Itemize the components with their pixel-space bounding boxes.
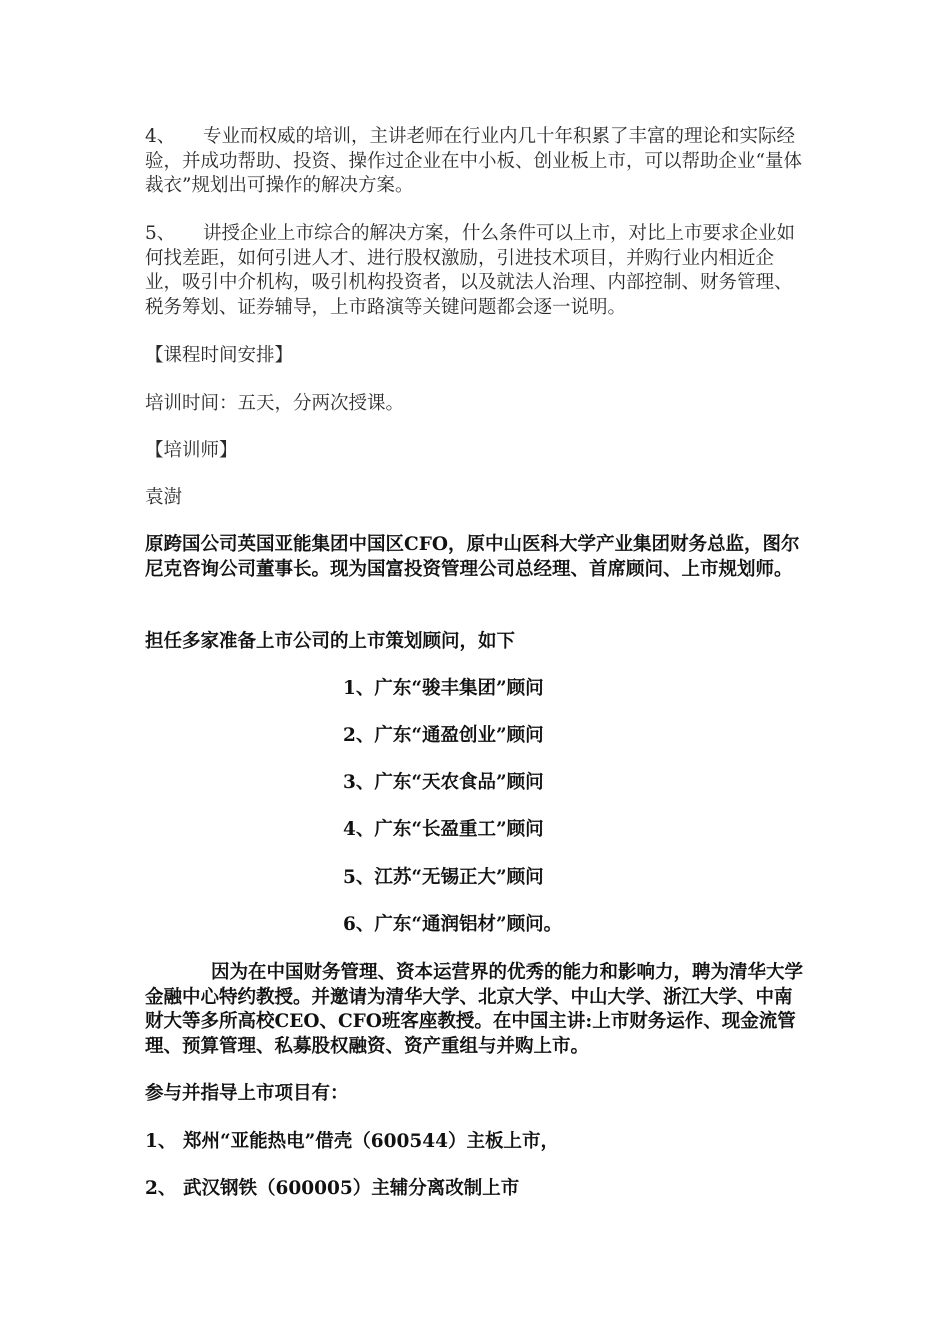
projects-intro: 参与并指导上市项目有： (145, 1083, 349, 1104)
professor-text: 因为在中国财务管理、资本运营界的优秀的能力和影响力，聘为清华大学金融中心特约教授。并邀请为清华大学、北京大学、中山大学、浙江大学、中南财大等多所高校CEO、CFO班客座教授。在中国主讲:上市财务运作、现金流管理、预算管理、私募股权融资、资产重组与并购上市。 (145, 962, 804, 1057)
intro-item-4 (145, 125, 805, 199)
consult-item: 3、广东“天农食品”顾问 (343, 772, 544, 793)
trainer-bio: 原跨国公司英国亚能集团中国区CFO，原中山医科大学产业集团财务总监，图尔尼克咨询公司董事长。现为国富投资管理公司总经理、首席顾问、上市规划师。 (145, 534, 800, 580)
consult-item: 2、广东“通盈创业”顾问 (343, 725, 544, 746)
project-item (145, 1177, 519, 1201)
item-text: 专业而权威的培训，主讲老师在行业内几十年积累了丰富的理论和实际经验，并成功帮助、投资、操作过企业在中小板、创业板上市，可以帮助企业“量体裁衣”规划出可操作的解决方案。 (145, 126, 802, 196)
consult-item: 6、广东“通润铝材”顾问。 (343, 914, 563, 935)
item-text: 讲授企业上市综合的解决方案，什么条件可以上市，对比上市要求企业如何找差距，如何引进人才、进行股权激励，引进技术项目，并购行业内相近企业，吸引中介机构，吸引机构投资者，以及就法人治理、内部控制、财务管理、税务筹划、证券辅导，上市路演等关键问题都会逐一说明。 (145, 223, 796, 318)
consult-intro: 担任多家准备上市公司的上市策划顾问，如下 (145, 631, 516, 652)
schedule-heading: 【课程时间安排】 (145, 345, 294, 366)
item-number: 4、 (145, 126, 176, 147)
consult-item: 5、江苏“无锡正大”顾问 (343, 867, 544, 888)
project-text: 郑州“亚能热电”借壳（600544）主板上市， (183, 1131, 560, 1152)
consult-item: 4、广东“长盈重工”顾问 (343, 819, 544, 840)
project-text: 武汉钢铁（600005）主辅分离改制上市 (183, 1178, 520, 1199)
trainer-name: 袁澍 (145, 487, 183, 508)
project-number: 2、 (145, 1178, 177, 1199)
project-number: 1、 (145, 1131, 177, 1152)
schedule-text: 培训时间：五天，分两次授课。 (145, 393, 405, 414)
intro-item-5 (145, 222, 805, 320)
trainer-heading: 【培训师】 (145, 440, 238, 461)
consult-item: 1、广东“骏丰集团”顾问 (343, 678, 544, 699)
item-number: 5、 (145, 223, 176, 244)
project-item (145, 1130, 559, 1154)
